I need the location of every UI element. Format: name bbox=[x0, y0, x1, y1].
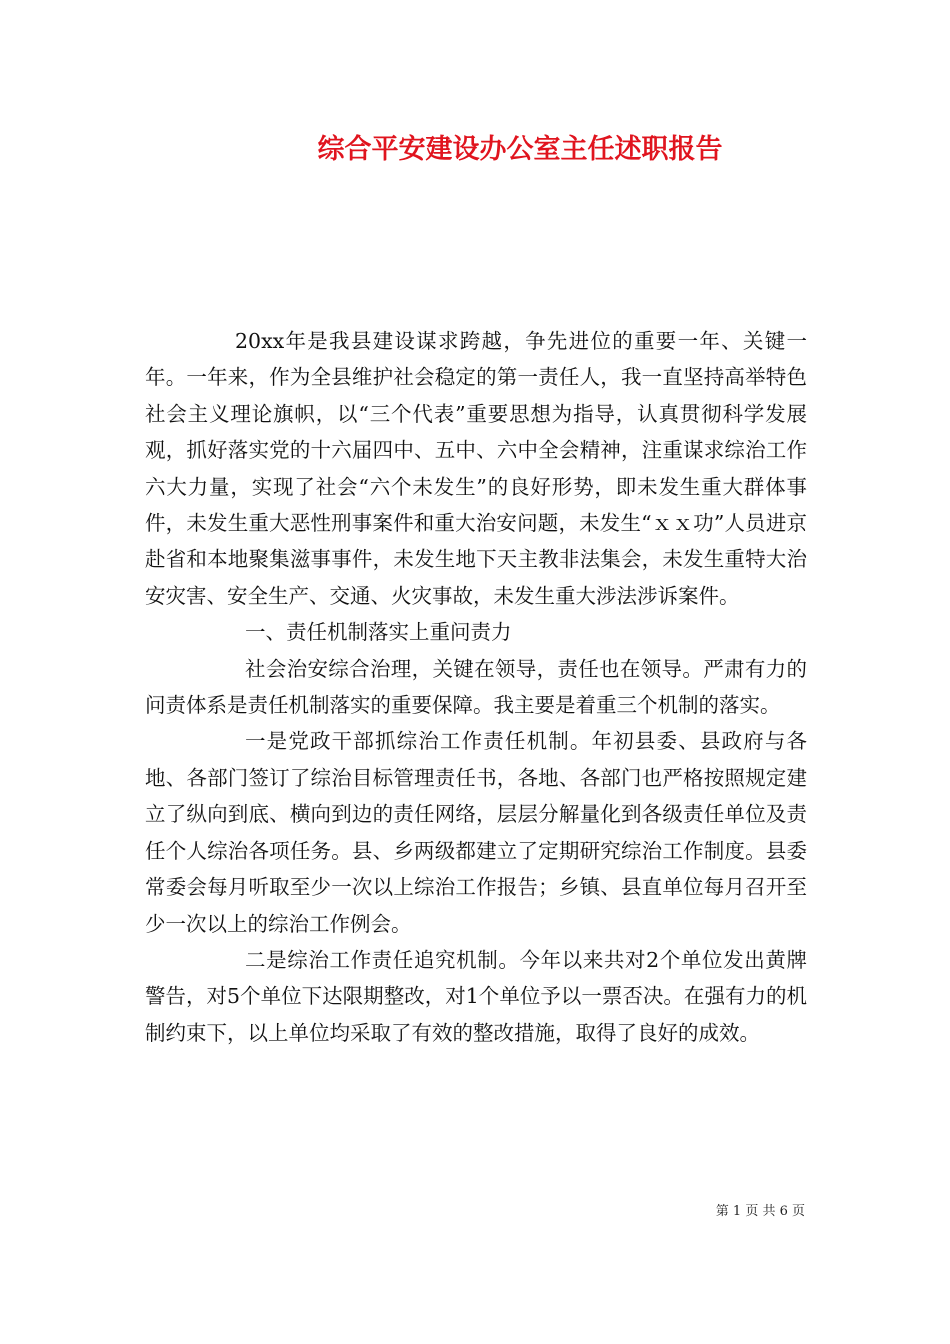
document-body bbox=[145, 323, 807, 1051]
section-heading: 一、责任机制落实上重问责力 bbox=[245, 620, 512, 645]
paragraph-responsibility: 社会治安综合治理，关键在领导，责任也在领导。严肃有力的问责体系是责任机制落实的重要保障。我主要是着重三个机制的落实。 bbox=[145, 656, 807, 718]
paragraph-mechanism-one: 一是党政干部抓综治工作责任机制。年初县委、县政府与各地、各部门签订了综治目标管理责任书，各地、各部门也严格按照规定建立了纵向到底、横向到边的责任网络，层层分解量化到各级责任单位及责任个人综治各项任务。县、乡两级都建立了定期研究综治工作制度。县委常委会每月听取至少一次以上综治工作报告；乡镇、县直单位每月召开至少一次以上的综治工作例会。 bbox=[145, 729, 807, 936]
page-number: 第 1 页 共 6 页 bbox=[715, 1204, 805, 1219]
document-title: 综合平安建设办公室主任述职报告 bbox=[317, 134, 723, 165]
paragraph-intro: 20xx年是我县建设谋求跨越，争先进位的重要一年、关键一年。一年来，作为全县维护社会稳定的第一责任人，我一直坚持高举特色社会主义理论旗帜，以“三个代表”重要思想为指导，认真贯彻科学发展观，抓好落实党的十六届四中、五中、六中全会精神，注重谋求综治工作六大力量，实现了社会“六个未发生”的良好形势，即未发生重大群体事件，未发生重大恶性刑事案件和重大治安问题，未发生“ｘｘ功”人员进京赴省和本地聚集滋事事件，未发生地下天主教非法集会，未发生重特大治安灾害、安全生产、交通、火灾事故，未发生重大涉法涉诉案件。 bbox=[145, 329, 807, 608]
paragraph-mechanism-two: 二是综治工作责任追究机制。今年以来共对2个单位发出黄牌警告，对5个单位下达限期整改，对1个单位予以一票否决。在强有力的机制约束下，以上单位均采取了有效的整改措施，取得了良好的成效。 bbox=[145, 947, 807, 1045]
